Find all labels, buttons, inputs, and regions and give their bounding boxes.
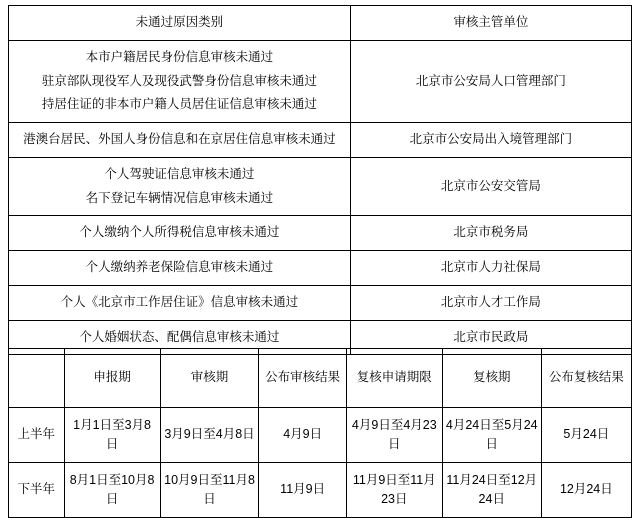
reason-line: 港澳台居民、外国人身份信息和在京居住信息审核未通过 [23,132,336,146]
schedule-cell: 11月9日至11月23日 [346,463,442,518]
column-header-period [9,349,65,408]
column-header-reason-category: 未通过原因类别 [9,6,351,41]
authority-cell: 北京市公安交管局 [350,157,631,216]
reason-line: 个人《北京市工作居住证》信息审核未通过 [60,294,299,309]
schedule-cell: 5月24日 [541,408,631,463]
column-header-reexamination-period: 复核期 [442,349,541,408]
table-row [9,216,632,251]
schedule-cell: 4月9日至4月23日 [346,408,442,463]
reason-line: 个人缴纳养老保险信息审核未通过 [85,260,274,274]
schedule-table [8,348,632,518]
authority-cell: 北京市人力社保局 [350,251,631,286]
reason-cell [9,157,351,216]
authority-cell: 北京市民政局 [350,320,631,355]
schedule-cell: 4月9日 [259,408,346,463]
table-header-row [9,349,632,408]
reasons-table [8,5,632,355]
reason-cell [9,216,351,251]
table-header-row [9,6,632,41]
reason-line: 持居住证的非本市户籍人员居住证信息审核未通过 [41,97,317,112]
reason-cell [9,285,351,320]
authority-cell: 北京市公安局人口管理部门 [350,40,631,122]
table-row [9,285,632,320]
column-header-publish-reexamination-results: 公布复核结果 [541,349,631,408]
schedule-cell: 1月1日至3月8日 [64,408,160,463]
reason-line: 本市户籍居民身份信息审核未通过 [85,49,274,64]
reason-line: 驻京部队现役军人及现役武警身份信息审核未通过 [41,73,317,88]
table-row [9,251,632,286]
column-header-publish-review-results: 公布审核结果 [259,349,346,408]
reason-cell [9,123,351,158]
table-row [9,463,632,518]
reason-line: 个人缴纳个人所得税信息审核未通过 [79,225,280,240]
authority-cell: 北京市税务局 [350,216,631,251]
schedule-cell: 8月1日至10月8日 [64,463,160,518]
reason-line: 个人驾驶证信息审核未通过 [104,166,255,181]
schedule-cell: 11月24日至12月24日 [442,463,541,518]
column-header-application-period: 申报期 [64,349,160,408]
table-row [9,123,632,158]
column-header-review-period: 审核期 [160,349,259,408]
authority-cell: 北京市公安局出入境管理部门 [350,123,631,158]
row-label: 下半年 [9,463,65,518]
column-header-authority: 审核主管单位 [350,6,631,41]
schedule-cell: 4月24日至5月24日 [442,408,541,463]
reason-cell [9,40,351,122]
table-row [9,40,632,122]
column-header-reexamination-request-deadline: 复核申请期限 [346,349,442,408]
table-row [9,157,632,216]
table-row [9,408,632,463]
reason-line: 个人婚姻状态、配偶信息审核未通过 [79,329,280,344]
row-label: 上半年 [9,408,65,463]
schedule-cell: 11月9日 [259,463,346,518]
schedule-cell: 10月9日至11月8日 [160,463,259,518]
authority-cell: 北京市人才工作局 [350,285,631,320]
schedule-cell: 3月9日至4月8日 [160,408,259,463]
reason-cell [9,251,351,286]
schedule-cell: 12月24日 [541,463,631,518]
reason-line: 名下登记车辆情况信息审核未通过 [85,190,274,205]
